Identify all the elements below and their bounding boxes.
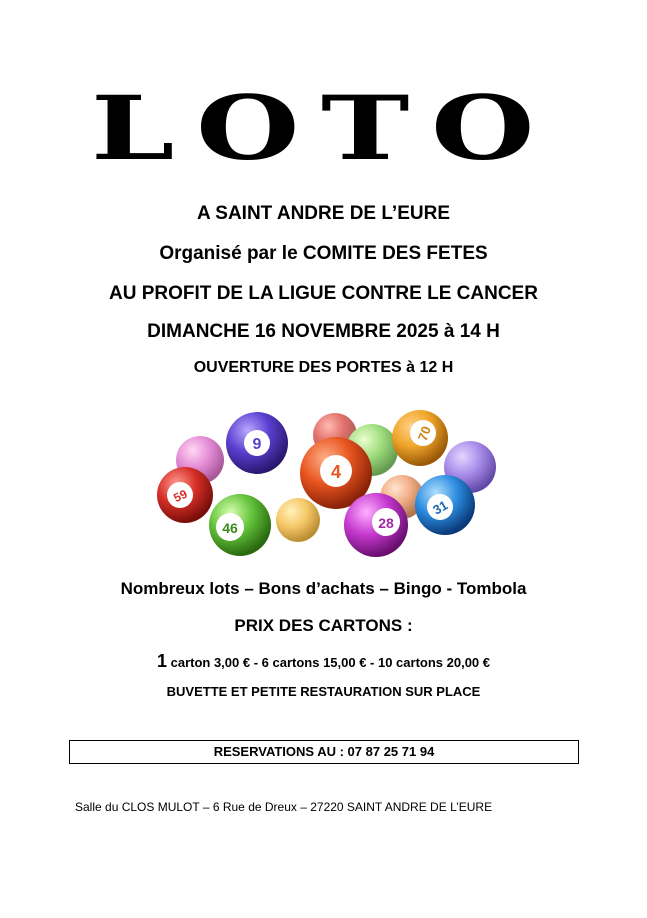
bingo-ball xyxy=(157,467,213,523)
bingo-ball xyxy=(415,475,475,535)
ball-number: 4 xyxy=(330,462,342,482)
ball-number: 46 xyxy=(222,520,238,536)
ball-number: 9 xyxy=(252,436,262,453)
prizes-line: Nombreux lots – Bons d’achats – Bingo - Tombola xyxy=(120,579,527,598)
ball-number: 70 xyxy=(414,424,434,443)
ball-number: 28 xyxy=(378,515,394,531)
bingo-ball xyxy=(226,412,288,474)
venue-address: Salle du CLOS MULOT – 6 Rue de Dreux – 27220 SAINT ANDRE DE L’EURE xyxy=(75,800,493,814)
food-line: BUVETTE ET PETITE RESTAURATION SUR PLACE xyxy=(166,684,481,699)
ball-number: 59 xyxy=(171,486,190,506)
bingo-ball xyxy=(209,494,271,556)
location-line: A SAINT ANDRE DE L’EURE xyxy=(196,203,450,224)
reservation-box xyxy=(69,740,579,764)
beneficiary-line: AU PROFIT DE LA LIGUE CONTRE LE CANCER xyxy=(109,283,538,304)
bingo-balls-illustration xyxy=(140,405,510,565)
doors-line: OUVERTURE DES PORTES à 12 H xyxy=(193,359,454,376)
bingo-ball xyxy=(344,493,408,557)
prices-heading: PRIX DES CARTONS : xyxy=(234,616,413,635)
prices-line xyxy=(0,651,647,672)
reservation-phone: RESERVATIONS AU : 07 87 25 71 94 xyxy=(213,744,435,759)
organizer-line: Organisé par le COMITE DES FETES xyxy=(159,243,488,264)
poster-title: LOTO xyxy=(90,76,557,180)
prices-first-number: 1 xyxy=(156,651,167,671)
bingo-ball xyxy=(392,410,448,466)
date-line: DIMANCHE 16 NOVEMBRE 2025 à 14 H xyxy=(147,321,500,342)
ball-number: 31 xyxy=(430,497,451,518)
prices-details: carton 3,00 € - 6 cartons 15,00 € - 10 cartons 20,00 € xyxy=(167,655,491,670)
